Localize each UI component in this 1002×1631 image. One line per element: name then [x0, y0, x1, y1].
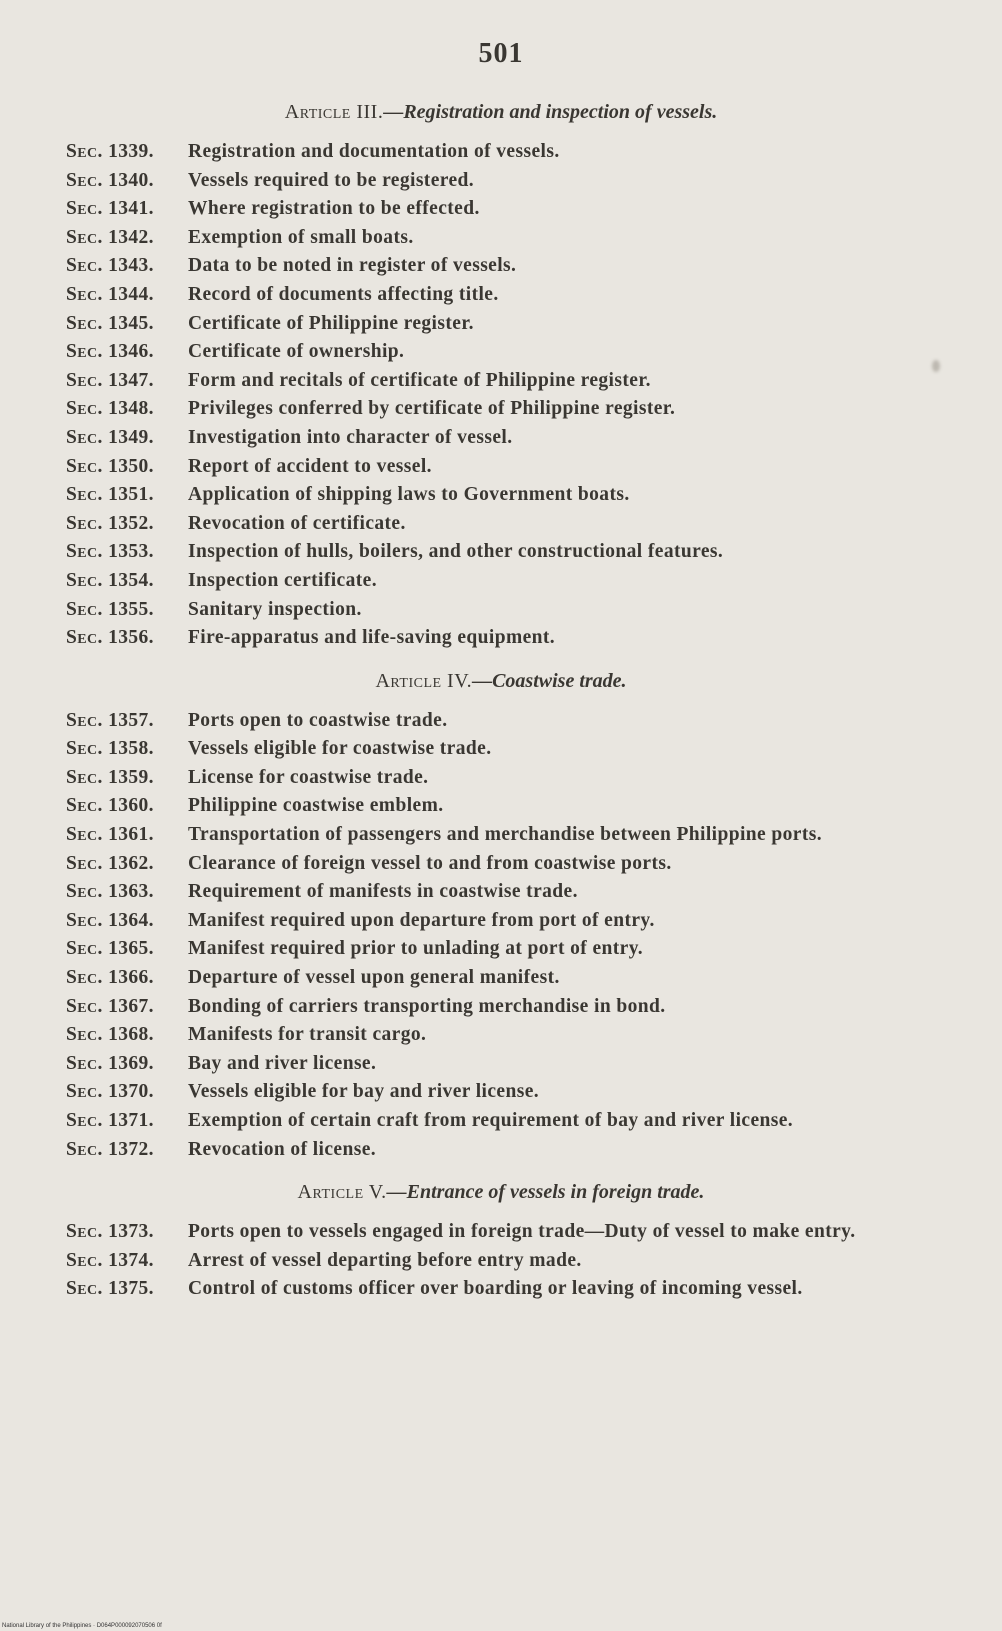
section-number	[66, 596, 188, 625]
section-label: Sec.	[66, 1249, 103, 1271]
section-number	[66, 1021, 188, 1050]
section-number	[66, 993, 188, 1022]
section-label: Sec.	[66, 341, 103, 363]
section-label: Sec.	[66, 627, 103, 649]
section-number	[66, 538, 188, 567]
article-title: —Entrance of vessels in foreign trade.	[386, 1181, 705, 1204]
section-entry	[66, 481, 896, 510]
section-title: Vessels eligible for coastwise trade.	[188, 738, 492, 760]
section-number	[66, 1050, 188, 1079]
section-number-value: 1361.	[108, 824, 154, 846]
section-number	[66, 367, 188, 396]
section-entry	[66, 792, 896, 821]
section-number	[66, 453, 188, 482]
section-label: Sec.	[66, 398, 103, 420]
section-title: Bonding of carriers transporting merchandise in bond.	[188, 995, 666, 1017]
section-title: Ports open to vessels engaged in foreign trade—Duty of vessel to make entry.	[188, 1221, 856, 1243]
section-number	[66, 195, 188, 224]
section-title: Revocation of license.	[188, 1138, 377, 1160]
section-number-value: 1348.	[108, 398, 154, 420]
section-title: Certificate of ownership.	[188, 341, 405, 363]
section-title: Inspection of hulls, boilers, and other constructional features.	[188, 541, 724, 563]
section-number-value: 1347.	[108, 369, 154, 391]
article-title: —Coastwise trade.	[472, 669, 627, 692]
section-title: Clearance of foreign vessel to and from coastwise ports.	[188, 852, 672, 874]
section-number	[66, 907, 188, 936]
article-block	[66, 1178, 896, 1304]
section-label: Sec.	[66, 881, 103, 903]
article-heading	[66, 98, 896, 126]
section-number-value: 1359.	[108, 766, 154, 788]
section-title: Inspection certificate.	[188, 569, 377, 591]
section-number	[66, 964, 188, 993]
section-number-value: 1339.	[108, 141, 154, 162]
section-entry	[66, 138, 896, 167]
section-number-value: 1365.	[108, 938, 154, 960]
section-label: Sec.	[66, 369, 103, 391]
section-number	[66, 735, 188, 764]
section-label: Sec.	[66, 1278, 103, 1300]
section-number	[66, 1107, 188, 1136]
section-number-value: 1375.	[108, 1278, 154, 1300]
section-label: Sec.	[66, 738, 103, 760]
section-number-value: 1362.	[108, 852, 154, 874]
section-number-value: 1358.	[108, 738, 154, 760]
section-entry	[66, 735, 896, 764]
section-label: Sec.	[66, 795, 103, 817]
section-number-value: 1366.	[108, 967, 154, 989]
section-number	[66, 424, 188, 453]
section-entry	[66, 935, 896, 964]
section-number-value: 1352.	[108, 512, 154, 534]
section-title: Sanitary inspection.	[188, 598, 362, 620]
section-number	[66, 167, 188, 196]
section-entry	[66, 195, 896, 224]
section-label: Sec.	[66, 426, 103, 448]
section-title: Record of documents affecting title.	[188, 283, 499, 305]
section-number	[66, 878, 188, 907]
section-title: Philippine coastwise emblem.	[188, 795, 444, 817]
section-label: Sec.	[66, 198, 103, 220]
section-number	[66, 707, 188, 736]
section-label: Sec.	[66, 455, 103, 477]
section-number	[66, 567, 188, 596]
section-label: Sec.	[66, 995, 103, 1017]
section-entry	[66, 878, 896, 907]
section-title: Application of shipping laws to Government boats.	[188, 484, 630, 506]
section-label: Sec.	[66, 598, 103, 620]
section-entry	[66, 367, 896, 396]
section-label: Sec.	[66, 1081, 103, 1103]
article-label: Article III.	[284, 101, 384, 123]
article-block	[66, 98, 896, 653]
section-title: Exemption of certain craft from requirement of bay and river license.	[188, 1110, 794, 1131]
section-label: Sec.	[66, 852, 103, 874]
section-number	[66, 935, 188, 964]
section-entry	[66, 624, 896, 653]
section-number-value: 1354.	[108, 569, 154, 591]
section-number	[66, 624, 188, 653]
section-title: Exemption of small boats.	[188, 226, 414, 248]
section-number-value: 1360.	[108, 795, 154, 817]
section-number	[66, 281, 188, 310]
section-number-value: 1353.	[108, 541, 154, 563]
section-title: Certificate of Philippine register.	[188, 312, 474, 334]
section-entry	[66, 596, 896, 625]
section-title: Form and recitals of certificate of Philippine register.	[188, 369, 651, 391]
section-label: Sec.	[66, 226, 103, 248]
section-title: Where registration to be effected.	[188, 198, 480, 220]
section-label: Sec.	[66, 512, 103, 534]
section-label: Sec.	[66, 967, 103, 989]
section-title: Fire-apparatus and life-saving equipment.	[188, 627, 556, 649]
section-number	[66, 224, 188, 253]
section-label: Sec.	[66, 709, 103, 731]
section-entry	[66, 252, 896, 281]
section-title: Manifest required prior to unlading at port of entry.	[188, 938, 644, 960]
section-number-value: 1349.	[108, 426, 154, 448]
section-label: Sec.	[66, 1138, 103, 1160]
section-label: Sec.	[66, 484, 103, 506]
paper-smudge	[932, 360, 940, 372]
section-entry	[66, 338, 896, 367]
section-entry	[66, 1021, 896, 1050]
section-entry	[66, 993, 896, 1022]
section-entry	[66, 1136, 896, 1165]
article-label: Article V.	[297, 1181, 387, 1204]
section-number-value: 1370.	[108, 1081, 154, 1103]
section-entry	[66, 510, 896, 539]
table-of-contents	[66, 98, 896, 1318]
section-label: Sec.	[66, 938, 103, 960]
section-entry	[66, 1247, 896, 1276]
section-number-value: 1363.	[108, 881, 154, 903]
section-title: Ports open to coastwise trade.	[188, 709, 448, 731]
section-title: Report of accident to vessel.	[188, 455, 432, 477]
section-number	[66, 481, 188, 510]
section-entry	[66, 538, 896, 567]
article-heading	[66, 1178, 896, 1206]
section-label: Sec.	[66, 1052, 103, 1074]
section-number-value: 1350.	[108, 455, 154, 477]
section-entry	[66, 453, 896, 482]
section-title: Revocation of certificate.	[188, 512, 406, 534]
section-number	[66, 1247, 188, 1276]
section-entry	[66, 395, 896, 424]
section-label: Sec.	[66, 541, 103, 563]
section-number-value: 1342.	[108, 226, 154, 248]
section-number	[66, 1078, 188, 1107]
section-label: Sec.	[66, 283, 103, 305]
section-number	[66, 1136, 188, 1165]
article-title: —Registration and inspection of vessels.	[383, 101, 718, 123]
section-entry	[66, 167, 896, 196]
section-entry	[66, 424, 896, 453]
section-entry	[66, 707, 896, 736]
section-title: Investigation into character of vessel.	[188, 426, 513, 448]
section-label: Sec.	[66, 909, 103, 931]
article-block	[66, 667, 896, 1165]
section-number	[66, 395, 188, 424]
section-number-value: 1341.	[108, 198, 154, 220]
section-number	[66, 138, 188, 167]
section-label: Sec.	[66, 766, 103, 788]
section-entry	[66, 764, 896, 793]
article-heading	[66, 667, 896, 695]
section-title: Transportation of passengers and merchandise between Philippine ports.	[188, 824, 822, 846]
section-number	[66, 1218, 188, 1247]
section-title: Vessels eligible for bay and river license.	[188, 1081, 540, 1103]
section-title: Control of customs officer over boarding or leaving of incoming vessel.	[188, 1278, 803, 1300]
page-number: 501	[478, 38, 524, 69]
section-label: Sec.	[66, 1024, 103, 1046]
section-label: Sec.	[66, 1221, 103, 1243]
section-label: Sec.	[66, 569, 103, 591]
section-number-value: 1344.	[108, 283, 154, 305]
section-number-value: 1355.	[108, 598, 154, 620]
footer-credit: National Library of the Philippines · D064P000092070506 0f	[2, 1623, 162, 1629]
section-title: Vessels required to be registered.	[188, 169, 475, 191]
section-entry	[66, 224, 896, 253]
section-title: Registration and documentation of vessels.	[188, 141, 560, 162]
section-label: Sec.	[66, 141, 103, 162]
section-number-value: 1369.	[108, 1052, 154, 1074]
section-entry	[66, 1218, 896, 1247]
section-entry	[66, 567, 896, 596]
section-number-value: 1364.	[108, 909, 154, 931]
section-number	[66, 1275, 188, 1304]
section-entry	[66, 1050, 896, 1079]
section-entry	[66, 964, 896, 993]
section-title: Data to be noted in register of vessels.	[188, 255, 517, 277]
section-entry	[66, 1275, 896, 1304]
section-title: Arrest of vessel departing before entry made.	[188, 1249, 582, 1271]
section-number-value: 1367.	[108, 995, 154, 1017]
section-label: Sec.	[66, 312, 103, 334]
section-entry	[66, 907, 896, 936]
section-entry	[66, 281, 896, 310]
section-label: Sec.	[66, 255, 103, 277]
section-title: Manifests for transit cargo.	[188, 1024, 427, 1046]
section-number	[66, 821, 188, 850]
section-entry	[66, 850, 896, 879]
section-number-value: 1368.	[108, 1024, 154, 1046]
section-label: Sec.	[66, 169, 103, 191]
section-number-value: 1346.	[108, 341, 154, 363]
section-number-value: 1373.	[108, 1221, 154, 1243]
section-entry	[66, 1078, 896, 1107]
section-number-value: 1356.	[108, 627, 154, 649]
section-number-value: 1345.	[108, 312, 154, 334]
section-entry	[66, 821, 896, 850]
section-title: Departure of vessel upon general manifest.	[188, 967, 560, 989]
section-label: Sec.	[66, 1110, 103, 1131]
section-number	[66, 310, 188, 339]
section-title: Bay and river license.	[188, 1052, 377, 1074]
section-title: Manifest required upon departure from port of entry.	[188, 909, 655, 931]
section-number	[66, 764, 188, 793]
section-number	[66, 510, 188, 539]
section-number-value: 1372.	[108, 1138, 154, 1160]
section-title: Privileges conferred by certificate of Philippine register.	[188, 398, 676, 420]
section-title: License for coastwise trade.	[188, 766, 429, 788]
section-number-value: 1351.	[108, 484, 154, 506]
section-label: Sec.	[66, 824, 103, 846]
section-number	[66, 338, 188, 367]
section-number-value: 1343.	[108, 255, 154, 277]
section-title: Requirement of manifests in coastwise trade.	[188, 881, 578, 903]
section-number-value: 1357.	[108, 709, 154, 731]
section-number	[66, 792, 188, 821]
article-label: Article IV.	[375, 669, 473, 692]
section-entry	[66, 310, 896, 339]
section-entry	[66, 1107, 896, 1136]
section-number	[66, 252, 188, 281]
section-number-value: 1371.	[108, 1110, 154, 1131]
section-number	[66, 850, 188, 879]
section-number-value: 1374.	[108, 1249, 154, 1271]
section-number-value: 1340.	[108, 169, 154, 191]
